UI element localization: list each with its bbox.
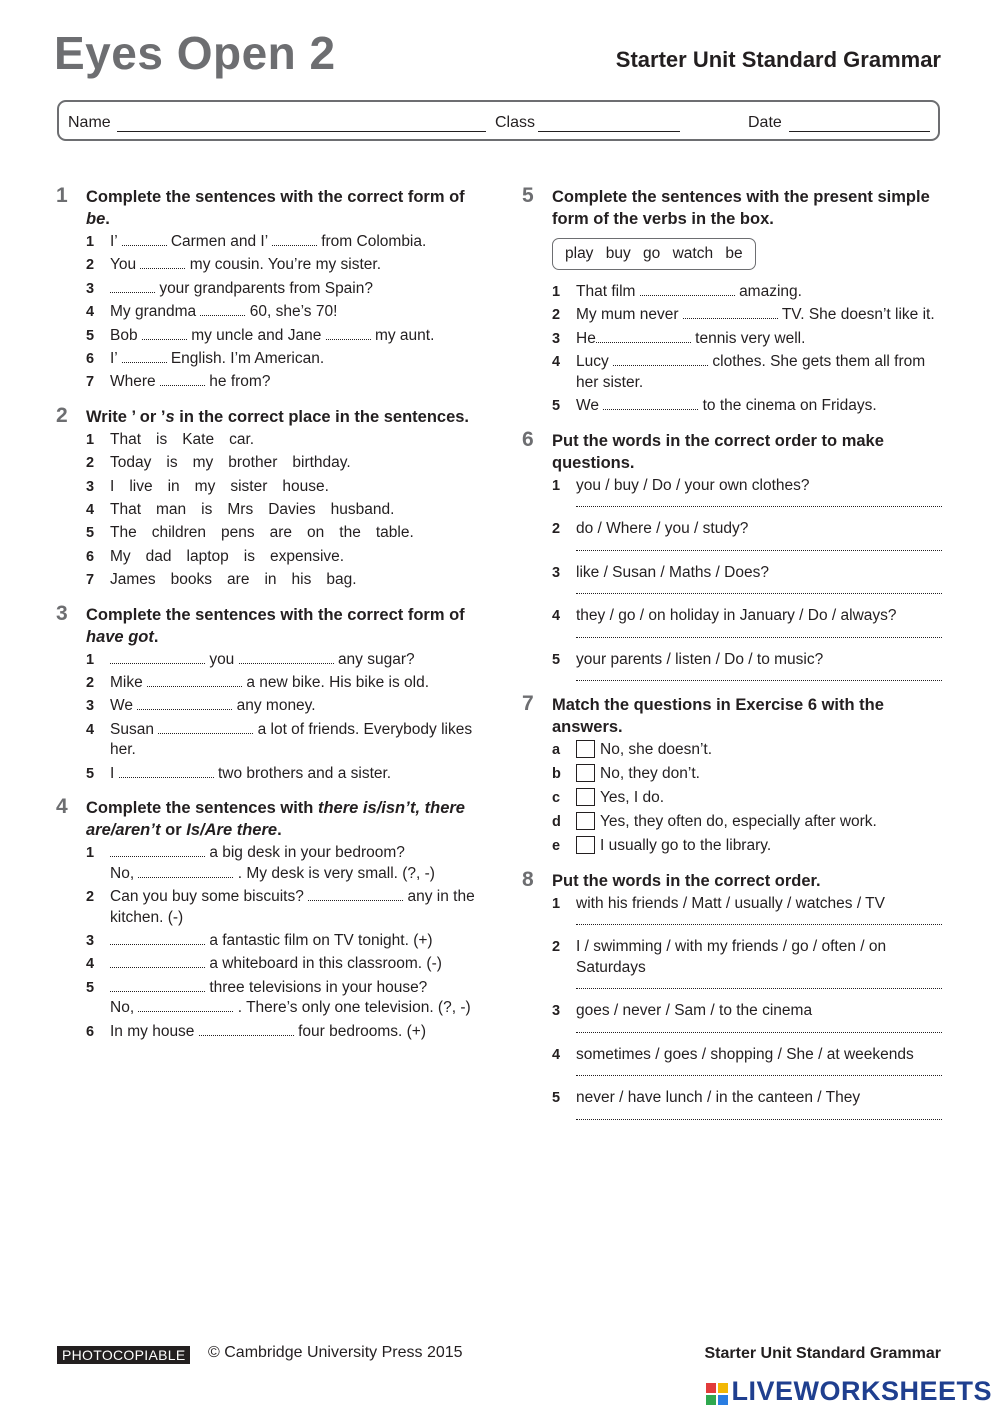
date-label: Date: [748, 114, 782, 131]
sentence-word[interactable]: live: [129, 477, 153, 495]
item-number: 1: [86, 431, 95, 448]
sentence-word[interactable]: husband.: [330, 501, 395, 519]
list-item: [552, 937, 942, 989]
sentence-word[interactable]: is: [166, 454, 178, 472]
answer-text: Yes, they often do, especially after work.: [600, 813, 877, 831]
exercise-1: [56, 186, 481, 393]
list-item: 1 you any sugar?: [86, 650, 415, 668]
sentence-word[interactable]: on: [307, 524, 325, 542]
answer-line[interactable]: [576, 637, 942, 638]
exercise-number: 7: [522, 692, 534, 716]
sentence-word[interactable]: his: [291, 571, 312, 589]
sentence-word[interactable]: house.: [282, 477, 329, 495]
class-field[interactable]: [538, 131, 680, 132]
item-number: 2: [86, 455, 95, 472]
answer-checkbox[interactable]: [576, 740, 595, 758]
sentence-word[interactable]: expensive.: [269, 547, 345, 565]
item-number: 6: [86, 548, 95, 565]
list-item: [552, 788, 942, 809]
answer-text: I usually go to the library.: [600, 837, 772, 855]
exercise-title: Complete the sentences with the correct form of be.: [86, 188, 465, 228]
list-item: 2 Can you buy some biscuits? any in the kitchen. (-): [86, 888, 475, 926]
exercise-title: Put the words in the correct order to make questions.: [552, 431, 884, 472]
answer-blank[interactable]: [110, 979, 205, 992]
item-text: like / Susan / Maths / Does?: [576, 563, 769, 581]
list-item: [552, 894, 942, 926]
answer-blank[interactable]: [199, 1023, 294, 1036]
sentence-word[interactable]: Mrs: [227, 501, 254, 519]
answer-blank[interactable]: [200, 303, 245, 316]
sentence-word[interactable]: in: [264, 571, 277, 589]
list-item: 7 Where he from?: [86, 373, 271, 391]
answer-blank[interactable]: [110, 844, 205, 857]
liveworksheets-icon: [706, 1381, 728, 1403]
item-number: 4: [86, 502, 95, 519]
list-item: [86, 523, 481, 544]
answer-blank[interactable]: [683, 306, 778, 319]
item-number: 3: [552, 564, 561, 581]
sentence-word[interactable]: birthday.: [292, 454, 351, 472]
sentence-word[interactable]: my: [194, 477, 216, 495]
answer-text: Yes, I do.: [600, 789, 665, 807]
photocopiable-badge: PHOTOCOPIABLE: [57, 1346, 190, 1364]
sentence-word[interactable]: dad: [145, 547, 172, 565]
list-item: [552, 1045, 942, 1077]
list-item: [86, 477, 481, 498]
item-text: with his friends / Matt / usually / watches / TV: [576, 894, 885, 912]
exercise-8: [522, 867, 942, 1120]
sentence-word[interactable]: are: [227, 571, 250, 589]
item-text: you / buy / Do / your own clothes?: [576, 476, 810, 494]
item-text: goes / never / Sam / to the cinema: [576, 1002, 813, 1020]
list-item: 1 That film amazing.: [552, 283, 802, 300]
liveworksheets-text: LIVEWORKSHEETS: [731, 1376, 992, 1406]
right-column: [522, 186, 942, 1133]
sentence-word[interactable]: Kate: [182, 430, 215, 448]
answer-blank[interactable]: [138, 999, 233, 1012]
list-item: [552, 563, 942, 595]
answer-line[interactable]: [576, 1119, 942, 1120]
list-item: 5 Bob my uncle and Jane my aunt.: [86, 326, 435, 344]
sentence-word[interactable]: The: [110, 524, 137, 542]
answer-blank[interactable]: [160, 373, 205, 386]
item-letter: b: [552, 766, 561, 783]
answer-blank[interactable]: [596, 330, 691, 343]
list-item: 4 Lucy clothes. She gets them all from her sister.: [552, 353, 926, 391]
list-item: 4 My grandma 60, she’s 70!: [86, 303, 338, 321]
item-number: 5: [86, 525, 95, 542]
answer-checkbox[interactable]: [576, 764, 595, 782]
list-item: 5 I two brothers and a sister.: [86, 764, 392, 782]
answer-blank[interactable]: [110, 955, 205, 968]
item-number: 4: [552, 608, 561, 625]
class-label: Class: [495, 114, 536, 131]
item-number: 3: [552, 1003, 561, 1020]
answer-blank[interactable]: [308, 888, 403, 901]
answer-blank[interactable]: [122, 350, 167, 363]
item-number: 5: [552, 1090, 561, 1107]
item-letter: e: [552, 838, 561, 855]
item-number: 1: [552, 895, 561, 912]
answer-blank[interactable]: [122, 233, 167, 246]
exercise-title: Complete the sentences with the present simple form of the verbs in the box.: [552, 188, 930, 228]
sentence-word[interactable]: children: [151, 524, 206, 542]
exercise-5: [522, 186, 942, 417]
exercise-title: Match the questions in Exercise 6 with the answers.: [552, 696, 884, 737]
answer-blank[interactable]: [603, 397, 698, 410]
list-item: 4 Susan a lot of friends. Everybody likes her.: [86, 720, 473, 759]
exercise-number: 8: [522, 867, 534, 891]
list-item: 4 a whiteboard in this classroom. (-): [86, 955, 442, 973]
sentence-word[interactable]: sister: [230, 477, 268, 495]
left-column: [56, 186, 481, 1055]
sentence-word[interactable]: is: [243, 547, 255, 565]
item-number: 2: [552, 939, 561, 956]
exercise-number: 1: [56, 184, 68, 207]
sentence-word[interactable]: is: [156, 430, 168, 448]
list-item: [86, 500, 481, 521]
date-field[interactable]: [789, 131, 930, 132]
sentence-word[interactable]: books: [170, 571, 213, 589]
sentence-word[interactable]: That: [110, 430, 142, 448]
item-number: 3: [86, 478, 95, 495]
answer-blank[interactable]: [119, 765, 214, 778]
exercise-4: [56, 797, 481, 1042]
list-item: [86, 430, 481, 451]
item-number: 5: [552, 651, 561, 668]
answer-line[interactable]: [576, 506, 942, 507]
list-item: [552, 1001, 942, 1033]
exercise-2: [56, 403, 481, 591]
answer-blank[interactable]: [147, 674, 242, 687]
sentence-word[interactable]: My: [110, 547, 131, 565]
sentence-word[interactable]: the: [339, 524, 361, 542]
list-item: 3 your grandparents from Spain?: [86, 279, 373, 297]
answer-line[interactable]: [576, 988, 942, 989]
sentence-word[interactable]: is: [201, 501, 213, 519]
answer-checkbox[interactable]: [576, 788, 595, 806]
answer-checkbox[interactable]: [576, 812, 595, 830]
exercise-number: 5: [522, 184, 534, 207]
verb-box: play buy go watch be: [552, 238, 756, 270]
sentence-word[interactable]: Davies: [268, 501, 316, 519]
sentence-word[interactable]: pens: [221, 524, 255, 542]
list-item: [86, 570, 481, 591]
footer-unit-title: Starter Unit Standard Grammar: [704, 1345, 941, 1362]
book-title: Eyes Open 2: [54, 27, 336, 79]
item-number: 7: [86, 572, 95, 589]
list-item: [552, 740, 942, 761]
answer-blank[interactable]: [640, 283, 735, 296]
list-item: [86, 453, 481, 474]
sentence-word[interactable]: That: [110, 501, 142, 519]
list-item: 2 My mum never TV. She doesn’t like it.: [552, 306, 935, 324]
list-item: [552, 1088, 942, 1120]
answer-blank[interactable]: [110, 932, 205, 945]
answer-blank[interactable]: [140, 256, 185, 269]
list-item: 3 He tennis very well.: [552, 329, 806, 347]
item-text: sometimes / goes / shopping / She / at weekends: [576, 1045, 914, 1063]
item-letter: c: [552, 790, 561, 807]
item-text: your parents / listen / Do / to music?: [576, 650, 824, 668]
answer-blank[interactable]: [142, 327, 187, 340]
list-item: 6 I’ English. I’m American.: [86, 349, 325, 367]
exercise-number: 3: [56, 601, 68, 625]
sentence-word[interactable]: are: [269, 524, 293, 542]
list-item: [552, 519, 942, 551]
list-item: 5 three televisions in your house? No, . There’s only one television. (?, -): [86, 978, 471, 1017]
answer-blank[interactable]: [138, 865, 233, 878]
list-item: [86, 547, 481, 568]
exercise-3: [56, 601, 481, 785]
list-item: [552, 764, 942, 785]
exercise-title: Complete the sentences with there is/isn’t, there are/aren’t or Is/Are there.: [86, 799, 465, 840]
list-item: [552, 606, 942, 638]
sentence-word[interactable]: car.: [229, 430, 255, 448]
name-label: Name: [68, 114, 111, 131]
answer-line[interactable]: [576, 1075, 942, 1076]
answer-line[interactable]: [576, 924, 942, 925]
answer-blank[interactable]: [110, 651, 205, 664]
sentence-word[interactable]: my: [192, 454, 214, 472]
answer-text: No, they don’t.: [600, 765, 700, 783]
exercise-title: Put the words in the correct order.: [552, 871, 821, 890]
answer-blank[interactable]: [137, 697, 232, 710]
sentence-word[interactable]: brother: [228, 454, 278, 472]
answer-blank[interactable]: [110, 280, 155, 293]
exercise-number: 2: [56, 403, 68, 427]
list-item: [552, 812, 942, 833]
answer-checkbox[interactable]: [576, 836, 595, 854]
answer-blank[interactable]: [326, 327, 371, 340]
sentence-word[interactable]: James: [110, 571, 156, 589]
sentence-word[interactable]: table.: [375, 524, 414, 542]
exercise-number: 6: [522, 427, 534, 451]
sentence-word[interactable]: in: [167, 477, 180, 495]
exercise-number: 4: [56, 795, 68, 819]
list-item: 1 a big desk in your bedroom? No, . My desk is very small. (?, -): [86, 844, 435, 882]
student-info-box: [57, 100, 940, 141]
answer-blank[interactable]: [158, 721, 253, 734]
answer-line[interactable]: [576, 550, 942, 551]
answer-blank[interactable]: [272, 233, 317, 246]
list-item: 1 I’ Carmen and I’ from Colombia.: [86, 233, 427, 250]
list-item: 3 We any money.: [86, 697, 316, 715]
list-item: 2 Mike a new bike. His bike is old.: [86, 674, 429, 692]
item-number: 1: [552, 477, 561, 494]
answer-blank[interactable]: [239, 651, 334, 664]
list-item: 6 In my house four bedrooms. (+): [86, 1022, 426, 1040]
sentence-word[interactable]: Today: [110, 454, 152, 472]
answer-blank[interactable]: [613, 353, 708, 366]
name-field[interactable]: [117, 131, 486, 132]
unit-title: Starter Unit Standard Grammar: [615, 47, 941, 72]
item-letter: a: [552, 742, 561, 759]
list-item: [552, 476, 942, 508]
item-text: do / Where / you / study?: [576, 520, 749, 538]
exercise-7: [522, 694, 942, 857]
item-number: 4: [552, 1046, 561, 1063]
sentence-word[interactable]: man: [156, 501, 187, 519]
list-item: [552, 836, 942, 857]
list-item: 5 We to the cinema on Fridays.: [552, 397, 877, 415]
sentence-word[interactable]: I: [110, 477, 115, 495]
answer-line[interactable]: [576, 1032, 942, 1033]
exercise-title: Write ’ or ’s in the correct place in the sentences.: [86, 407, 470, 426]
list-item: 3 a fantastic film on TV tonight. (+): [86, 932, 433, 950]
answer-line[interactable]: [576, 593, 942, 594]
item-letter: d: [552, 814, 561, 831]
answer-text: No, she doesn’t.: [600, 741, 713, 759]
item-text: I / swimming / with my friends / go / often / on Saturdays: [576, 938, 887, 976]
exercise-6: [522, 427, 942, 682]
sentence-word[interactable]: laptop: [186, 547, 229, 565]
item-number: 2: [552, 521, 561, 538]
list-item: [552, 650, 942, 682]
exercise-title: Complete the sentences with the correct form of have got.: [86, 605, 465, 646]
answer-line[interactable]: [576, 680, 942, 681]
copyright-text: © Cambridge University Press 2015: [208, 1344, 463, 1361]
item-text: never / have lunch / in the canteen / They: [576, 1089, 861, 1107]
sentence-word[interactable]: bag.: [326, 571, 357, 589]
list-item: 2 You my cousin. You’re my sister.: [86, 256, 382, 274]
item-text: they / go / on holiday in January / Do / always?: [576, 607, 897, 625]
liveworksheets-logo[interactable]: [706, 1376, 992, 1407]
